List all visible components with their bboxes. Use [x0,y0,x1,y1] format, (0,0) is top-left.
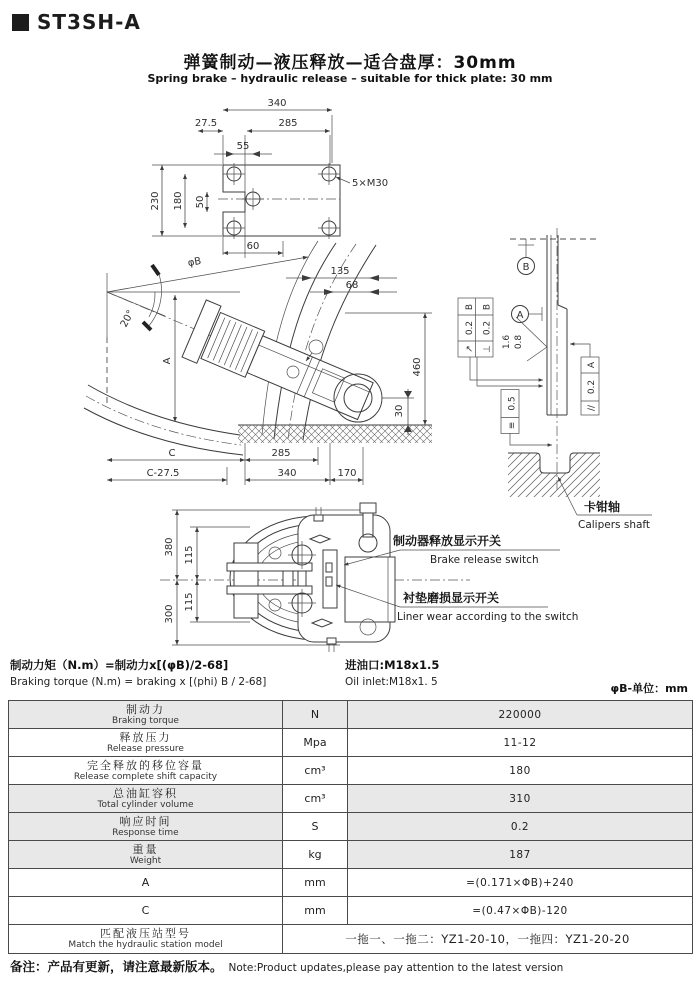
dim-top-230: 230 [150,191,161,211]
parallelism-symbol: // [587,404,597,412]
torque-formula-en: Braking torque (N.m) = braking x [(phi) B / 2-68] [10,676,267,688]
top-view-drawing [150,98,388,258]
row-value: 220000 [348,701,693,729]
dim-top-27-5: 27.5 [194,118,218,129]
row-unit: mm [283,897,348,925]
row-label-en: Release pressure [107,743,184,754]
row-value: =(0.171×ΦB)+240 [348,869,693,897]
dim-top-340: 340 [267,98,287,109]
symmetry-value: 0.5 [507,396,518,411]
dim-side-460: 460 [412,357,423,377]
table-row-shift-capacity [9,757,693,785]
row-label-en: Match the hydraulic station model [68,940,223,950]
dim-side-170: 170 [337,468,357,479]
shaft-view-drawing [458,228,652,531]
footer-note-zh: 备注：产品有更新，请注意最新版本。 [10,959,223,974]
table-row-dim-c [9,897,693,925]
row-unit: cm³ [283,785,348,813]
row-label-zh: 制动力 [126,702,165,716]
header-square-icon [12,14,29,31]
datum-b-label: B [522,262,530,273]
row-unit: Mpa [283,729,348,757]
row-label-zh: C [141,904,150,917]
perpendicularity-symbol: ⊥ [482,345,493,353]
row-label-en: Braking torque [112,715,179,726]
roughness-1-6: 1.6 [502,334,512,350]
dim-side-340: 340 [277,468,297,479]
dim-side-c-27-5: C-27.5 [146,468,180,479]
dim-angle-20: 20° [118,308,137,330]
caliper-body [182,300,377,430]
row-label-zh: A [141,876,150,889]
table-row-response-time [9,813,693,841]
liner-wear-switch-label-en: Liner wear according to the switch [397,611,579,623]
row-value: =(0.47×ΦB)-120 [348,897,693,925]
brake-release-switch-label-en: Brake release switch [430,554,539,566]
row-label-zh: 完全释放的移位容量 [87,758,204,772]
runout-symbol: ↗ [465,345,475,353]
phi-b-unit-note: φB-单位：mm [610,682,688,695]
row-unit: S [283,813,348,841]
dim-top-180: 180 [173,191,184,211]
row-value: 一拖一、一拖二：YZ1-20-10，一拖四：YZ1-20-20 [283,925,693,954]
brake-release-switch-label-zh: 制动器释放显示开关 [393,534,502,548]
caliper-shaft-label-en: Calipers shaft [578,519,651,531]
dim-side-135: 135 [330,266,350,277]
row-value: 310 [348,785,693,813]
row-value: 180 [348,757,693,785]
oil-inlet-en: Oil inlet:M18x1. 5 [345,676,438,688]
tolerance-frame-runout-perp [458,298,493,357]
title-english: Spring brake – hydraulic release – suitable for thick plate: 30 mm [147,72,553,85]
row-unit: mm [283,869,348,897]
page-header [12,10,141,34]
perpendicularity-value: 0.2 [482,320,493,336]
row-unit: kg [283,841,348,869]
spec-table [8,700,693,954]
dim-side-c: C [168,448,176,459]
roughness-0-8: 0.8 [514,334,524,350]
row-value: 0.2 [348,813,693,841]
table-row-cylinder-volume [9,785,693,813]
row-label-zh: 重量 [132,842,159,856]
table-row-hydraulic-station [9,925,693,954]
runout-value: 0.2 [465,320,475,336]
row-label-en: Release complete shift capacity [73,771,218,782]
row-label-zh: 释放压力 [119,730,172,744]
row-label-en: Response time [112,827,179,838]
oil-inlet-note [345,657,439,691]
table-row-braking-force [9,701,693,729]
dim-side-68: 68 [345,280,359,291]
row-label-zh: 响应时间 [119,814,172,828]
row-unit: cm³ [283,757,348,785]
row-label-zh: 总油缸容积 [113,786,178,800]
dim-front-115-lower: 115 [184,592,195,612]
bolt-spec-label: 5×M30 [352,178,389,189]
table-row-release-pressure [9,729,693,757]
runout-datum: B [465,303,475,311]
torque-formula-note [10,657,266,691]
dim-side-285: 285 [271,448,291,459]
dim-front-380: 380 [164,537,175,557]
technical-drawing [0,95,700,655]
footer-note-en: Note:Product updates,please pay attention to the latest version [228,962,564,974]
dim-top-60: 60 [246,241,260,252]
dim-front-300: 300 [164,604,175,624]
row-label-en: Total cylinder volume [97,799,194,810]
symmetry-symbol: ≡ [507,421,518,430]
dim-side-30: 30 [394,404,405,418]
oil-inlet-zh: 进油口:M18x1.5 [345,658,440,672]
table-row-weight [9,841,693,869]
parallelism-datum: A [587,361,597,369]
perpendicularity-datum: B [482,303,493,311]
footer-note [10,956,563,975]
torque-formula-zh: 制动力矩（N.m）=制动力x[(φB)/2-68] [10,658,229,672]
tolerance-frame-symmetry [501,390,519,434]
table-row-dim-a [9,869,693,897]
row-unit: N [283,701,348,729]
dim-phi-b: φB [186,255,203,270]
row-label-zh: 匹配液压站型号 [100,927,191,940]
tolerance-frame-parallelism [581,357,599,415]
row-value: 11-12 [348,729,693,757]
caliper-shaft-label-zh: 卡钳轴 [584,500,621,514]
parallelism-value: 0.2 [587,379,597,395]
bolt-holes [223,163,340,239]
model-number: ST3SH-A [37,10,141,34]
row-label-en: Weight [129,855,162,866]
dim-side-a: A [162,357,173,365]
dim-top-55: 55 [236,141,250,152]
title-chinese: 弹簧制动—液压释放—适合盘厚：30mm [183,53,517,73]
row-value: 187 [348,841,693,869]
liner-wear-switch-label-zh: 衬垫磨损显示开关 [403,591,500,605]
front-view-drawing [160,503,578,652]
side-view-drawing [84,241,432,485]
dim-top-285: 285 [278,118,298,129]
datum-a-label: A [516,310,524,321]
dim-front-115-upper: 115 [184,545,195,565]
dim-top-50: 50 [195,195,206,209]
